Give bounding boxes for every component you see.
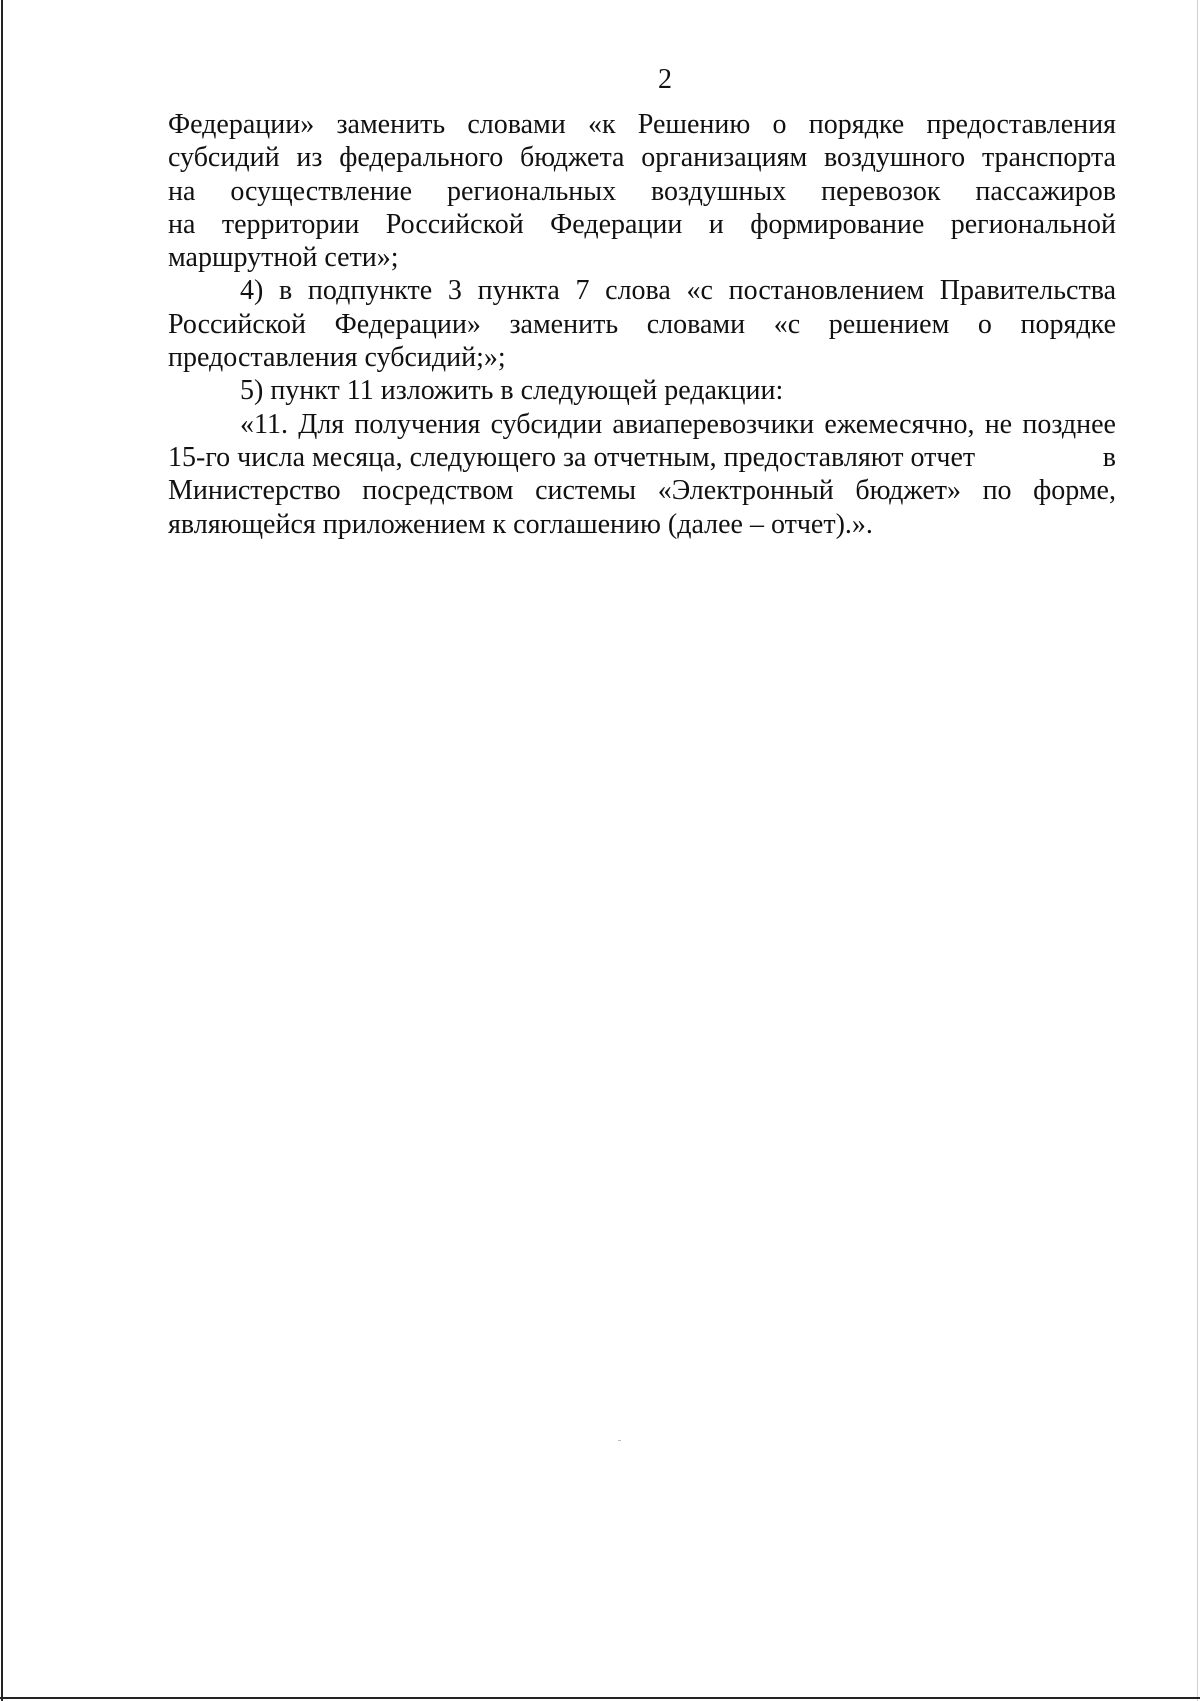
body-line: являющейся приложением к соглашению (далее – отчет).». [168,508,873,540]
body-line: на осуществление региональных воздушных перевозок пассажиров [168,175,1116,207]
scan-right-edge [1197,0,1198,1701]
page-number: 2 [658,64,672,95]
scan-left-edge [1,0,3,1701]
scan-speck [618,1440,621,1441]
body-line: предоставления субсидий;»; [168,342,506,374]
body-line: Федерации» заменить словами «к Решению о порядке предоставления [168,109,1116,140]
body-line-fragment: в [1102,441,1116,473]
body-line: Российской Федерации» заменить словами «с решением о порядке [168,308,1116,340]
body-line [168,441,1116,474]
body-line: маршрутной сети»; [168,242,399,274]
body-line: «11. Для получения субсидии авиаперевозчики ежемесячно, не позднее [240,408,1116,440]
body-line: 4) в подпункте 3 пункта 7 слова «с постановлением Правительства [240,275,1116,307]
body-line-fragment: 15-го числа месяца, следующего за отчетным, предоставляют отчет [168,441,976,473]
scan-bottom-edge [0,1697,1200,1699]
body-line: Министерство посредством системы «Электронный бюджет» по форме, [168,475,1116,507]
body-line: на территории Российской Федерации и формирование региональной [168,208,1116,240]
body-line: 5) пункт 11 изложить в следующей редакции: [240,375,784,407]
body-line: субсидий из федерального бюджета организациям воздушного транспорта [168,142,1116,174]
document-body [168,108,1116,541]
